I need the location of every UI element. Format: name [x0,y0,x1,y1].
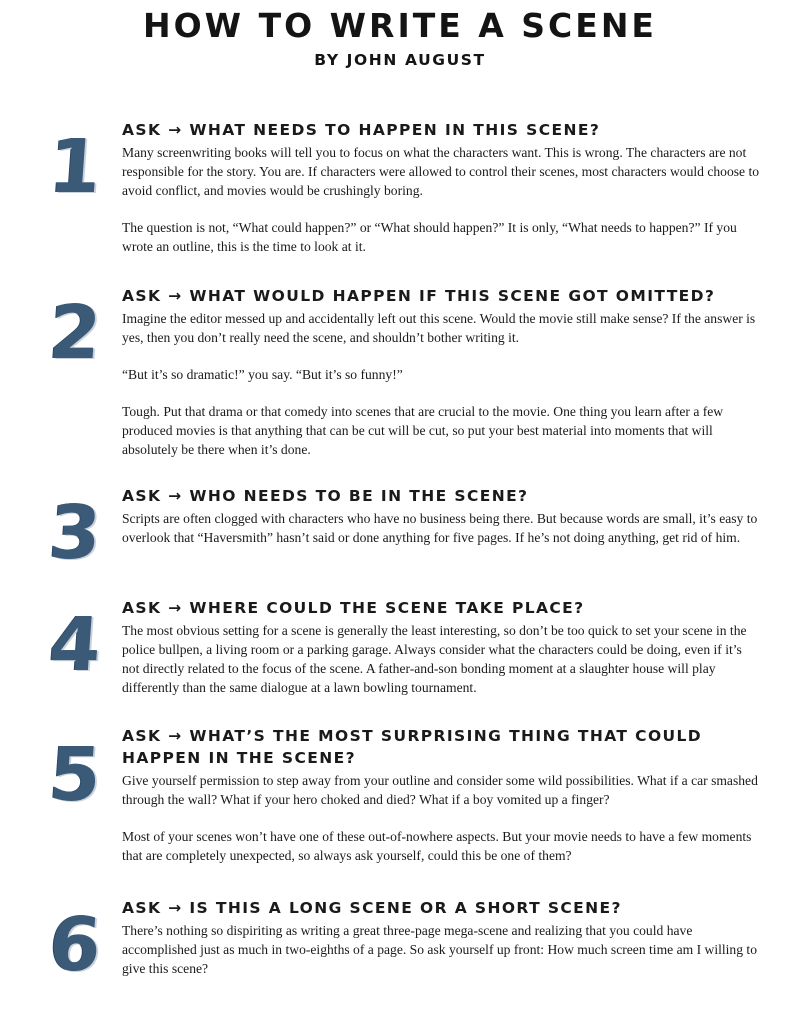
document-title: HOW TO WRITE A SCENE [143,6,657,45]
section-body [122,509,762,547]
section-paragraph: Tough. Put that drama or that comedy into scenes that are crucial to the movie. One thing you learn after a few produced movies is that anything that can be cut will be cut, so put your best material into moments that will absolutely be there when it’s done. [122,404,724,457]
section-paragraph: Most of your scenes won’t have one of these out-of-nowhere aspects. But your movie needs to have a few moments that are completely unexpected, so always ask yourself, could this be one of them? [122,829,752,863]
section-heading: ASK → IS THIS A LONG SCENE OR A SHORT SCENE? [122,899,622,917]
section-body [122,621,762,697]
section-number: 6 [46,902,104,988]
section-number: 4 [46,602,104,688]
section-paragraph: There’s nothing so dispiriting as writing a great three-page mega-scene and realizing that you could have accomplished just as much in two-eighths of a page. So ask yourself up front: How much screen time am I willing to give this scene? [122,923,757,976]
author-byline: BY JOHN AUGUST [314,51,486,69]
section-paragraph: The question is not, “What could happen?” or “What should happen?” It is only, “What needs to happen?” If you wrote an outline, this is the time to look at it. [122,220,737,254]
section-paragraph: Many screenwriting books will tell you to focus on what the characters want. This is wrong. The characters are not responsible for the story. You are. If characters were allowed to control their scenes, most characters would choose to avoid conflict, and movies would be crushingly boring. [122,145,760,198]
section-body [122,309,762,459]
section-heading: ASK → WHAT WOULD HAPPEN IF THIS SCENE GOT OMITTED? [122,287,716,305]
section-paragraph: “But it’s so dramatic!” you say. “But it’s so funny!” [122,367,403,382]
section-number: 3 [46,490,104,576]
section-paragraph: Scripts are often clogged with characters who have no business being there. But because words are small, it’s easy to overlook that “Haversmith” hasn’t said or done anything for five pages. If he’s not doing anything, get rid of him. [122,511,758,545]
section-paragraph: Give yourself permission to step away from your outline and consider some wild possibilities. What if a car smashed through the wall? What if your hero choked and died? What if a boy vomited up a finger? [122,773,758,807]
section-heading: ASK → WHO NEEDS TO BE IN THE SCENE? [122,487,529,505]
section-number: 1 [46,124,104,210]
section-body [122,921,762,978]
section-number: 5 [46,732,104,818]
section-heading: ASK → WHERE COULD THE SCENE TAKE PLACE? [122,599,585,617]
section-paragraph: The most obvious setting for a scene is generally the least interesting, so don’t be too quick to set your scene in the police bullpen, a living room or a parking garage. Always consider what the characters could be doing, even if it’s not directly related to the focus of the scene. A father-and-son bonding moment at a slaughter house will play differently than the same dialogue at a lawn bowling tournament. [122,623,747,695]
section-paragraph: Imagine the editor messed up and accidentally left out this scene. Would the movie still make sense? If the answer is yes, then you don’t really need the scene, and shouldn’t bother writing it. [122,311,756,345]
section-body [122,771,762,865]
section-number: 2 [46,290,104,376]
section-body [122,143,762,256]
section-heading: ASK → WHAT’S THE MOST SURPRISING THING THAT COULD HAPPEN IN THE SCENE? [122,727,703,767]
section-heading: ASK → WHAT NEEDS TO HAPPEN IN THIS SCENE? [122,121,601,139]
